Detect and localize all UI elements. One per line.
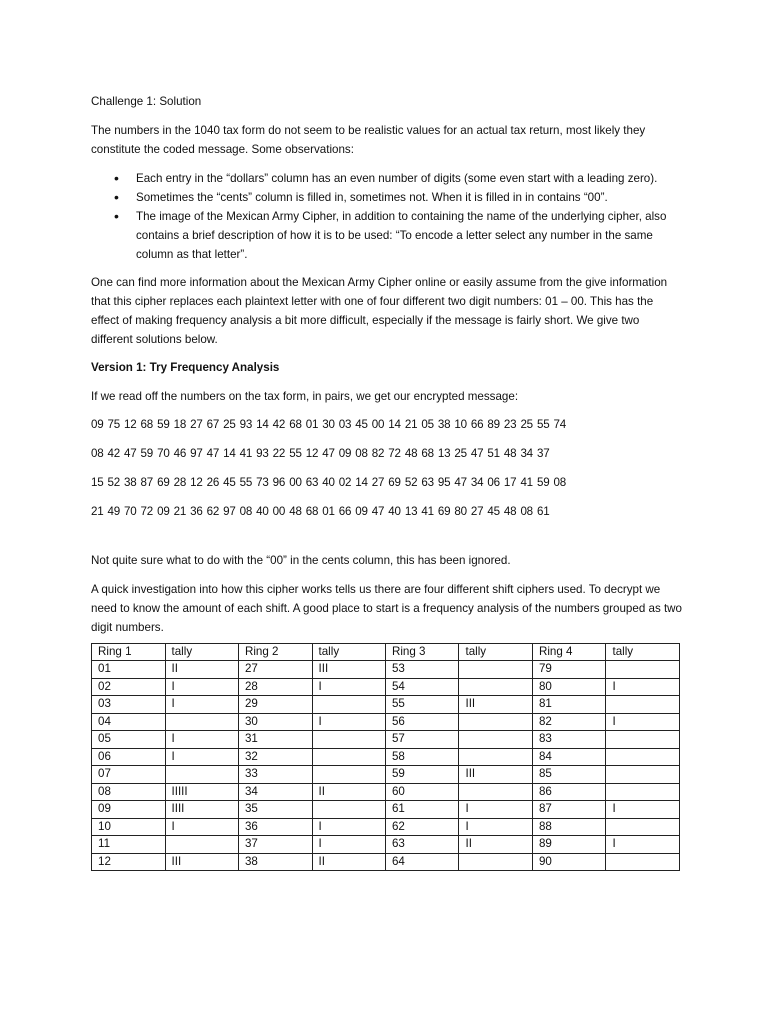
table-row	[92, 748, 680, 766]
table-cell: I	[312, 678, 385, 696]
cipher-line: 08 42 47 59 70 46 97 47 14 41 93 22 55 12 47 09 08 82 72 48 68 13 25 47 51 48 34 37	[91, 447, 550, 460]
cipher-line: 09 75 12 68 59 18 27 67 25 93 14 42 68 01 30 03 45 00 14 21 05 38 10 66 89 23 25 55 74	[91, 418, 566, 431]
page-title: Challenge 1: Solution	[91, 95, 202, 108]
table-cell: 01	[92, 661, 166, 679]
table-cell: III	[165, 853, 238, 871]
table-cell: III	[312, 661, 385, 679]
table-cell: 61	[385, 801, 459, 819]
table-cell: 33	[238, 766, 312, 784]
table-cell: I	[165, 731, 238, 749]
table-cell: 79	[532, 661, 606, 679]
table-cell: 12	[92, 853, 166, 871]
table-cell: II	[312, 853, 385, 871]
frequency-table	[91, 643, 680, 872]
cipher-info-paragraph: One can find more information about the Mexican Army Cipher online or easily assume from the give information that this cipher replaces each plaintext letter with one of four different two digit numbers: 01 – 00. This has the effect of making frequency analysis a bit more difficult, especially if the message is fairly short. We give two different solutions below.	[91, 275, 668, 346]
table-body	[92, 661, 680, 871]
table-cell: 07	[92, 766, 166, 784]
table-cell: I	[459, 801, 532, 819]
table-cell: 35	[238, 801, 312, 819]
table-cell	[312, 731, 385, 749]
observations-list	[91, 169, 683, 264]
header-cell: tally	[606, 643, 680, 661]
table-cell: 89	[532, 836, 606, 854]
table-cell	[459, 713, 532, 731]
table-cell	[606, 731, 680, 749]
table-cell: 62	[385, 818, 459, 836]
table-cell	[606, 818, 680, 836]
table-cell	[459, 678, 532, 696]
table-cell	[459, 853, 532, 871]
table-cell: I	[165, 818, 238, 836]
table-cell: 36	[238, 818, 312, 836]
table-cell: I	[606, 713, 680, 731]
table-cell: 64	[385, 853, 459, 871]
table-cell: 83	[532, 731, 606, 749]
table-cell: I	[606, 836, 680, 854]
table-cell: 85	[532, 766, 606, 784]
table-cell: III	[459, 766, 532, 784]
spacer	[91, 531, 683, 551]
table-cell: 09	[92, 801, 166, 819]
table-cell	[312, 801, 385, 819]
table-cell: 27	[238, 661, 312, 679]
table-cell	[606, 696, 680, 714]
table-cell: 02	[92, 678, 166, 696]
table-cell: I	[165, 678, 238, 696]
table-cell: I	[312, 713, 385, 731]
table-cell	[606, 766, 680, 784]
table-row	[92, 818, 680, 836]
table-cell: 88	[532, 818, 606, 836]
table-cell: 87	[532, 801, 606, 819]
table-cell: 53	[385, 661, 459, 679]
header-cell: Ring 2	[238, 643, 312, 661]
table-row	[92, 678, 680, 696]
table-cell: 06	[92, 748, 166, 766]
table-cell: I	[312, 836, 385, 854]
table-cell: IIII	[165, 801, 238, 819]
table-cell: 84	[532, 748, 606, 766]
table-cell: II	[459, 836, 532, 854]
table-row	[92, 713, 680, 731]
bullet-icon: •	[114, 169, 119, 186]
header-cell: tally	[459, 643, 532, 661]
cipher-line: 15 52 38 87 69 28 12 26 45 55 73 96 00 63 40 02 14 27 69 52 63 95 47 34 06 17 41 59 08	[91, 476, 566, 489]
list-item: • The image of the Mexican Army Cipher, in addition to containing the name of the underlying cipher, also contains a brief description of how it is to be used: “To encode a letter select any number in the same column as that letter”.	[114, 207, 667, 261]
table-cell: 11	[92, 836, 166, 854]
intro-paragraph: The numbers in the 1040 tax form do not seem to be realistic values for an actual tax return, most likely they constitute the coded message. Some observations:	[91, 124, 646, 156]
list-item: • Each entry in the “dollars” column has an even number of digits (some even start with a leading zero).	[114, 169, 658, 186]
table-cell: 57	[385, 731, 459, 749]
table-cell: II	[165, 661, 238, 679]
table-row	[92, 696, 680, 714]
cents-note-paragraph: Not quite sure what to do with the “00” in the cents column, this has been ignored.	[91, 554, 511, 567]
table-cell: 80	[532, 678, 606, 696]
table-cell: 05	[92, 731, 166, 749]
table-cell: I	[459, 818, 532, 836]
table-row	[92, 783, 680, 801]
table-cell: 28	[238, 678, 312, 696]
table-row	[92, 801, 680, 819]
table-cell: 31	[238, 731, 312, 749]
table-cell	[459, 661, 532, 679]
table-cell: 60	[385, 783, 459, 801]
table-cell: I	[606, 678, 680, 696]
document-body	[91, 92, 683, 871]
table-cell: I	[165, 748, 238, 766]
list-item: • Sometimes the “cents” column is filled in, sometimes not. When it is filled in in contains “00”.	[114, 188, 608, 205]
table-cell	[606, 661, 680, 679]
read-off-paragraph: If we read off the numbers on the tax form, in pairs, we get our encrypted message:	[91, 389, 519, 403]
table-cell: III	[459, 696, 532, 714]
table-cell: 86	[532, 783, 606, 801]
table-cell: 59	[385, 766, 459, 784]
table-cell: 90	[532, 853, 606, 871]
table-cell: IIIII	[165, 783, 238, 801]
table-cell	[459, 748, 532, 766]
table-cell	[165, 713, 238, 731]
cipher-line: 21 49 70 72 09 21 36 62 97 08 40 00 48 68 01 66 09 47 40 13 41 69 80 27 45 48 08 61	[91, 505, 550, 518]
table-cell: 34	[238, 783, 312, 801]
table-cell: 81	[532, 696, 606, 714]
table-row	[92, 853, 680, 871]
investigation-paragraph: A quick investigation into how this cipher works tells us there are four different shift ciphers used. To decrypt we need to know the amount of each shift. A good place to start is a frequency analysis of the numbers grouped as two digit numbers.	[91, 582, 682, 634]
table-cell: 08	[92, 783, 166, 801]
table-cell	[312, 696, 385, 714]
table-cell	[165, 836, 238, 854]
table-cell: 10	[92, 818, 166, 836]
table-cell: I	[606, 801, 680, 819]
header-cell: Ring 3	[385, 643, 459, 661]
table-cell: I	[312, 818, 385, 836]
table-cell	[606, 748, 680, 766]
table-cell: 58	[385, 748, 459, 766]
table-row	[92, 661, 680, 679]
table-cell	[312, 748, 385, 766]
table-cell: 30	[238, 713, 312, 731]
header-cell: Ring 4	[532, 643, 606, 661]
table-cell: II	[312, 783, 385, 801]
header-cell: tally	[312, 643, 385, 661]
table-row	[92, 731, 680, 749]
table-cell	[606, 853, 680, 871]
table-cell: I	[165, 696, 238, 714]
table-cell: 32	[238, 748, 312, 766]
header-cell: tally	[165, 643, 238, 661]
table-row	[92, 836, 680, 854]
table-cell: 03	[92, 696, 166, 714]
table-cell	[459, 731, 532, 749]
table-cell: 37	[238, 836, 312, 854]
table-cell	[606, 783, 680, 801]
table-cell	[165, 766, 238, 784]
table-cell: 55	[385, 696, 459, 714]
table-header-row	[92, 643, 680, 661]
table-cell: 63	[385, 836, 459, 854]
section-heading: Version 1: Try Frequency Analysis	[91, 361, 280, 374]
table-cell: 56	[385, 713, 459, 731]
table-row	[92, 766, 680, 784]
bullet-icon: •	[114, 188, 119, 205]
table-cell	[312, 766, 385, 784]
table-cell	[459, 783, 532, 801]
table-cell: 04	[92, 713, 166, 731]
table-cell: 54	[385, 678, 459, 696]
table-cell: 29	[238, 696, 312, 714]
table-cell: 82	[532, 713, 606, 731]
bullet-icon: •	[114, 207, 119, 224]
header-cell: Ring 1	[92, 643, 166, 661]
table-cell: 38	[238, 853, 312, 871]
